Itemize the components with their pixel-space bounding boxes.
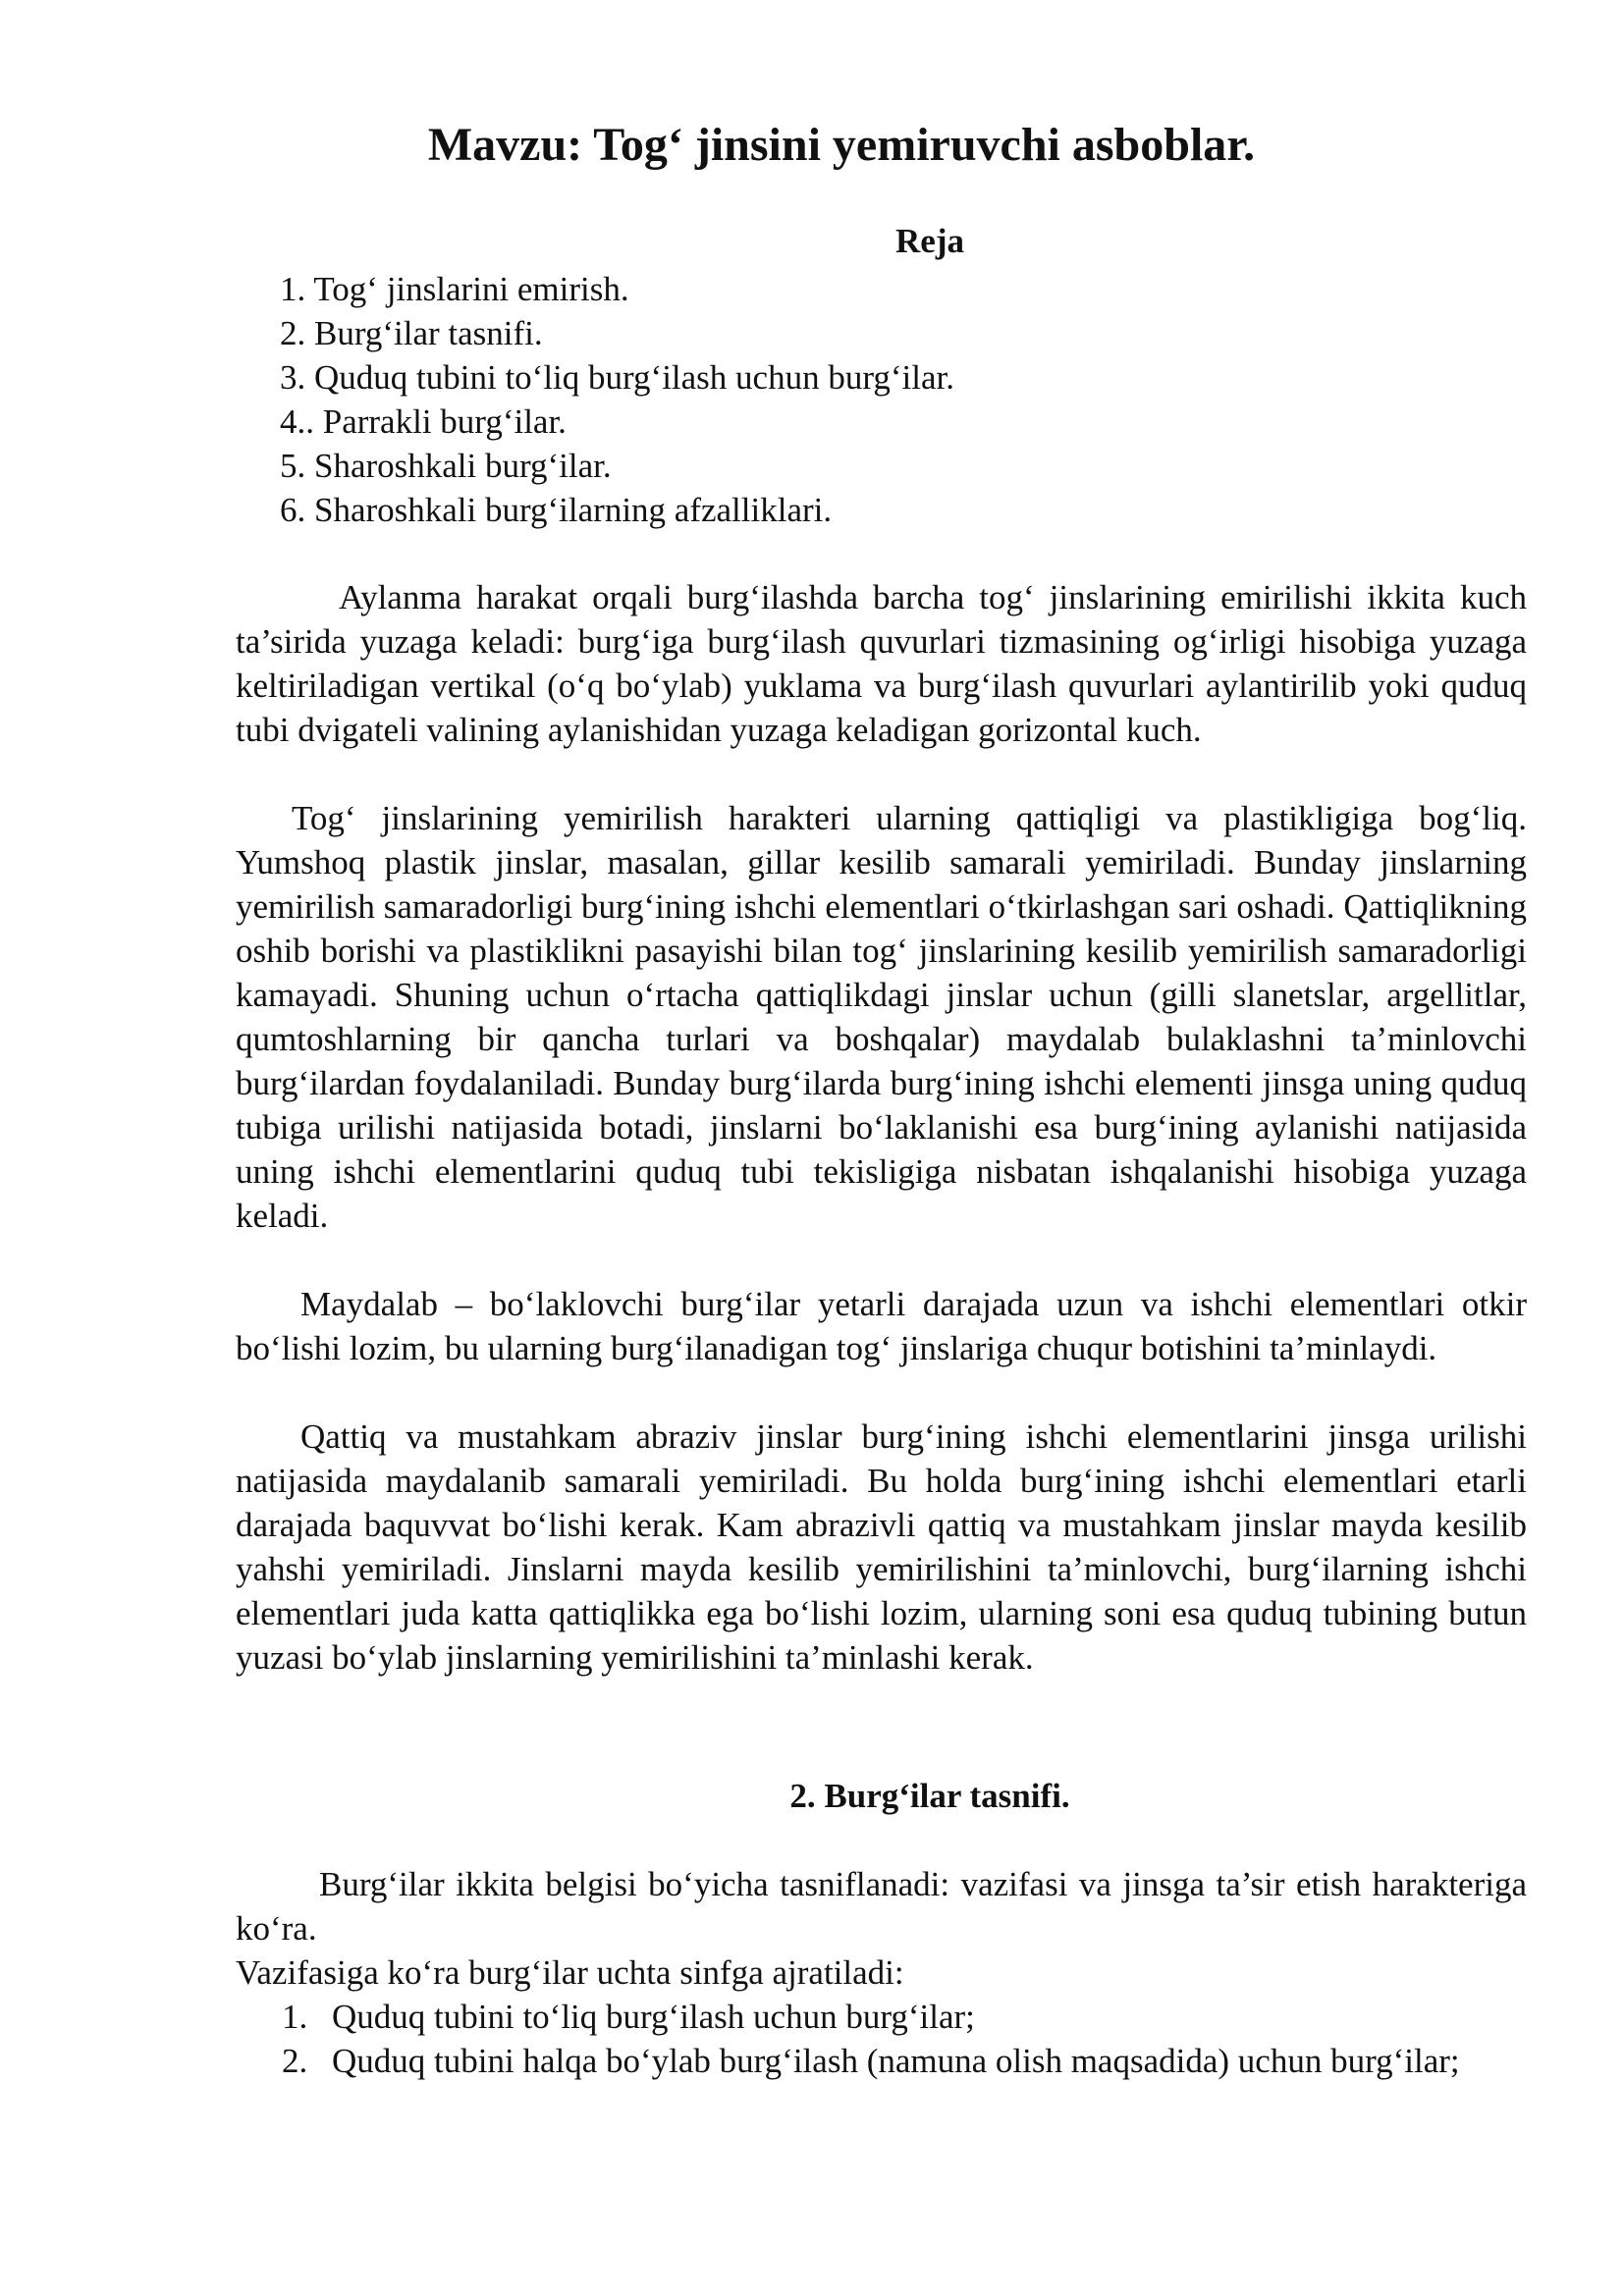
body-paragraph: Qattiq va mustahkam abraziv jinslar burg‘ining ishchi elementlarini jinsga urilishi natijasida maydalanib samarali yemiriladi. Bu holda burg‘ining ishchi elementlari etarli darajada baquvvat bo‘lishi kerak. Kam abrazivli qattiq va mustahkam jinslar mayda kesilib yahshi yemiriladi. Jinslarni mayda kesilib yemirilishini ta’minlovchi, burg‘ilarning ishchi elementlari juda katta qattiqlikka ega bo‘lishi lozim, ularning soni esa quduq tubining butun yuzasi bo‘ylab jinslarning yemirilishini ta’minlashi kerak. [236, 1417, 1527, 1677]
section-lead: Vazifasiga ko‘ra burg‘ilar uchta sinfga ajratiladi: [236, 1953, 904, 1992]
plan-item: 6. Sharoshkali burg‘ilarning afzalliklari. [280, 491, 833, 529]
plan-item: 3. Quduq tubini to‘liq burg‘ilash uchun burg‘ilar. [280, 358, 954, 397]
plan-item: 2. Burg‘ilar tasnifi. [280, 314, 543, 352]
plan-list [280, 267, 954, 532]
section-intro: Burg‘ilar ikkita belgisi bo‘yicha tasniflanadi: vazifasi va jinsga ta’sir etish harakteriga ko‘ra. [236, 1865, 1527, 1948]
section-heading: 2. Burg‘ilar tasnifi. [789, 1777, 1070, 1815]
list-item-text: Quduq tubini to‘liq burg‘ilash uchun burg‘ilar; [332, 1998, 975, 2036]
plan-item: 1. Tog‘ jinslarini emirish. [280, 270, 629, 308]
list-item [282, 1995, 1460, 2039]
document-title: Mavzu: Tog‘ jinsini yemiruvchi asboblar. [427, 119, 1256, 171]
plan-item: 5. Sharoshkali burg‘ilar. [280, 447, 612, 485]
list-item-number: 2. [282, 2042, 308, 2080]
list-item [282, 2039, 1460, 2083]
classification-list [282, 1995, 1460, 2083]
body-paragraph: Aylanma harakat orqali burg‘ilashda barcha tog‘ jinslarining emirilishi ikkita kuch ta’sirida yuzaga keladi: burg‘iga burg‘ilash quvurlari tizmasining og‘irligi hisobiga yuzaga keltiriladigan vertikal (o‘q bo‘ylab) yuklama va burg‘ilash quvurlari aylantirilib yoki quduq tubi dvigateli valining aylanishidan yuzaga keladigan gorizontal kuch. [236, 578, 1527, 749]
list-item-number: 1. [282, 1998, 308, 2036]
body-paragraph: Tog‘ jinslarining yemirilish harakteri ularning qattiqligi va plastikligiga bog‘liq. Yumshoq plastik jinslar, masalan, gillar kesilib samarali yemiriladi. Bunday jinslarning yemirilish samaradorligi burg‘ining ishchi elementlari o‘tkirlashgan sari oshadi. Qattiqlikning oshib borishi va plastiklikni pasayishi bilan tog‘ jinslarining kesilib yemirilish samaradorligi kamayadi. Shuning uchun o‘rtacha qattiqlikdagi jinslar uchun (gilli slanetslar, argellitlar, qumtoshlarning bir qancha turlari va boshqalar) maydalab bulaklashni ta’minlovchi burg‘ilardan foydalaniladi. Bunday burg‘ilarda burg‘ining ishchi elementi jinsga uning quduq tubiga urilishi natijasida botadi, jinslarni bo‘laklanishi esa burg‘ining aylanishi natijasida uning ishchi elementlarini quduq tubi tekisligiga nisbatan ishqalanishi hisobiga yuzaga keladi. [236, 799, 1527, 1235]
body-paragraph: Maydalab – bo‘laklovchi burg‘ilar yetarli darajada uzun va ishchi elementlari otkir bo‘lishi lozim, bu ularning burg‘ilanadigan tog‘ jinslariga chuqur botishini ta’minlaydi. [236, 1285, 1527, 1367]
list-item-text: Quduq tubini halqa bo‘ylab burg‘ilash (namuna olish maqsadida) uchun burg‘ilar; [332, 2042, 1460, 2080]
plan-heading: Reja [895, 222, 964, 260]
plan-item: 4.. Parrakli burg‘ilar. [280, 402, 567, 441]
